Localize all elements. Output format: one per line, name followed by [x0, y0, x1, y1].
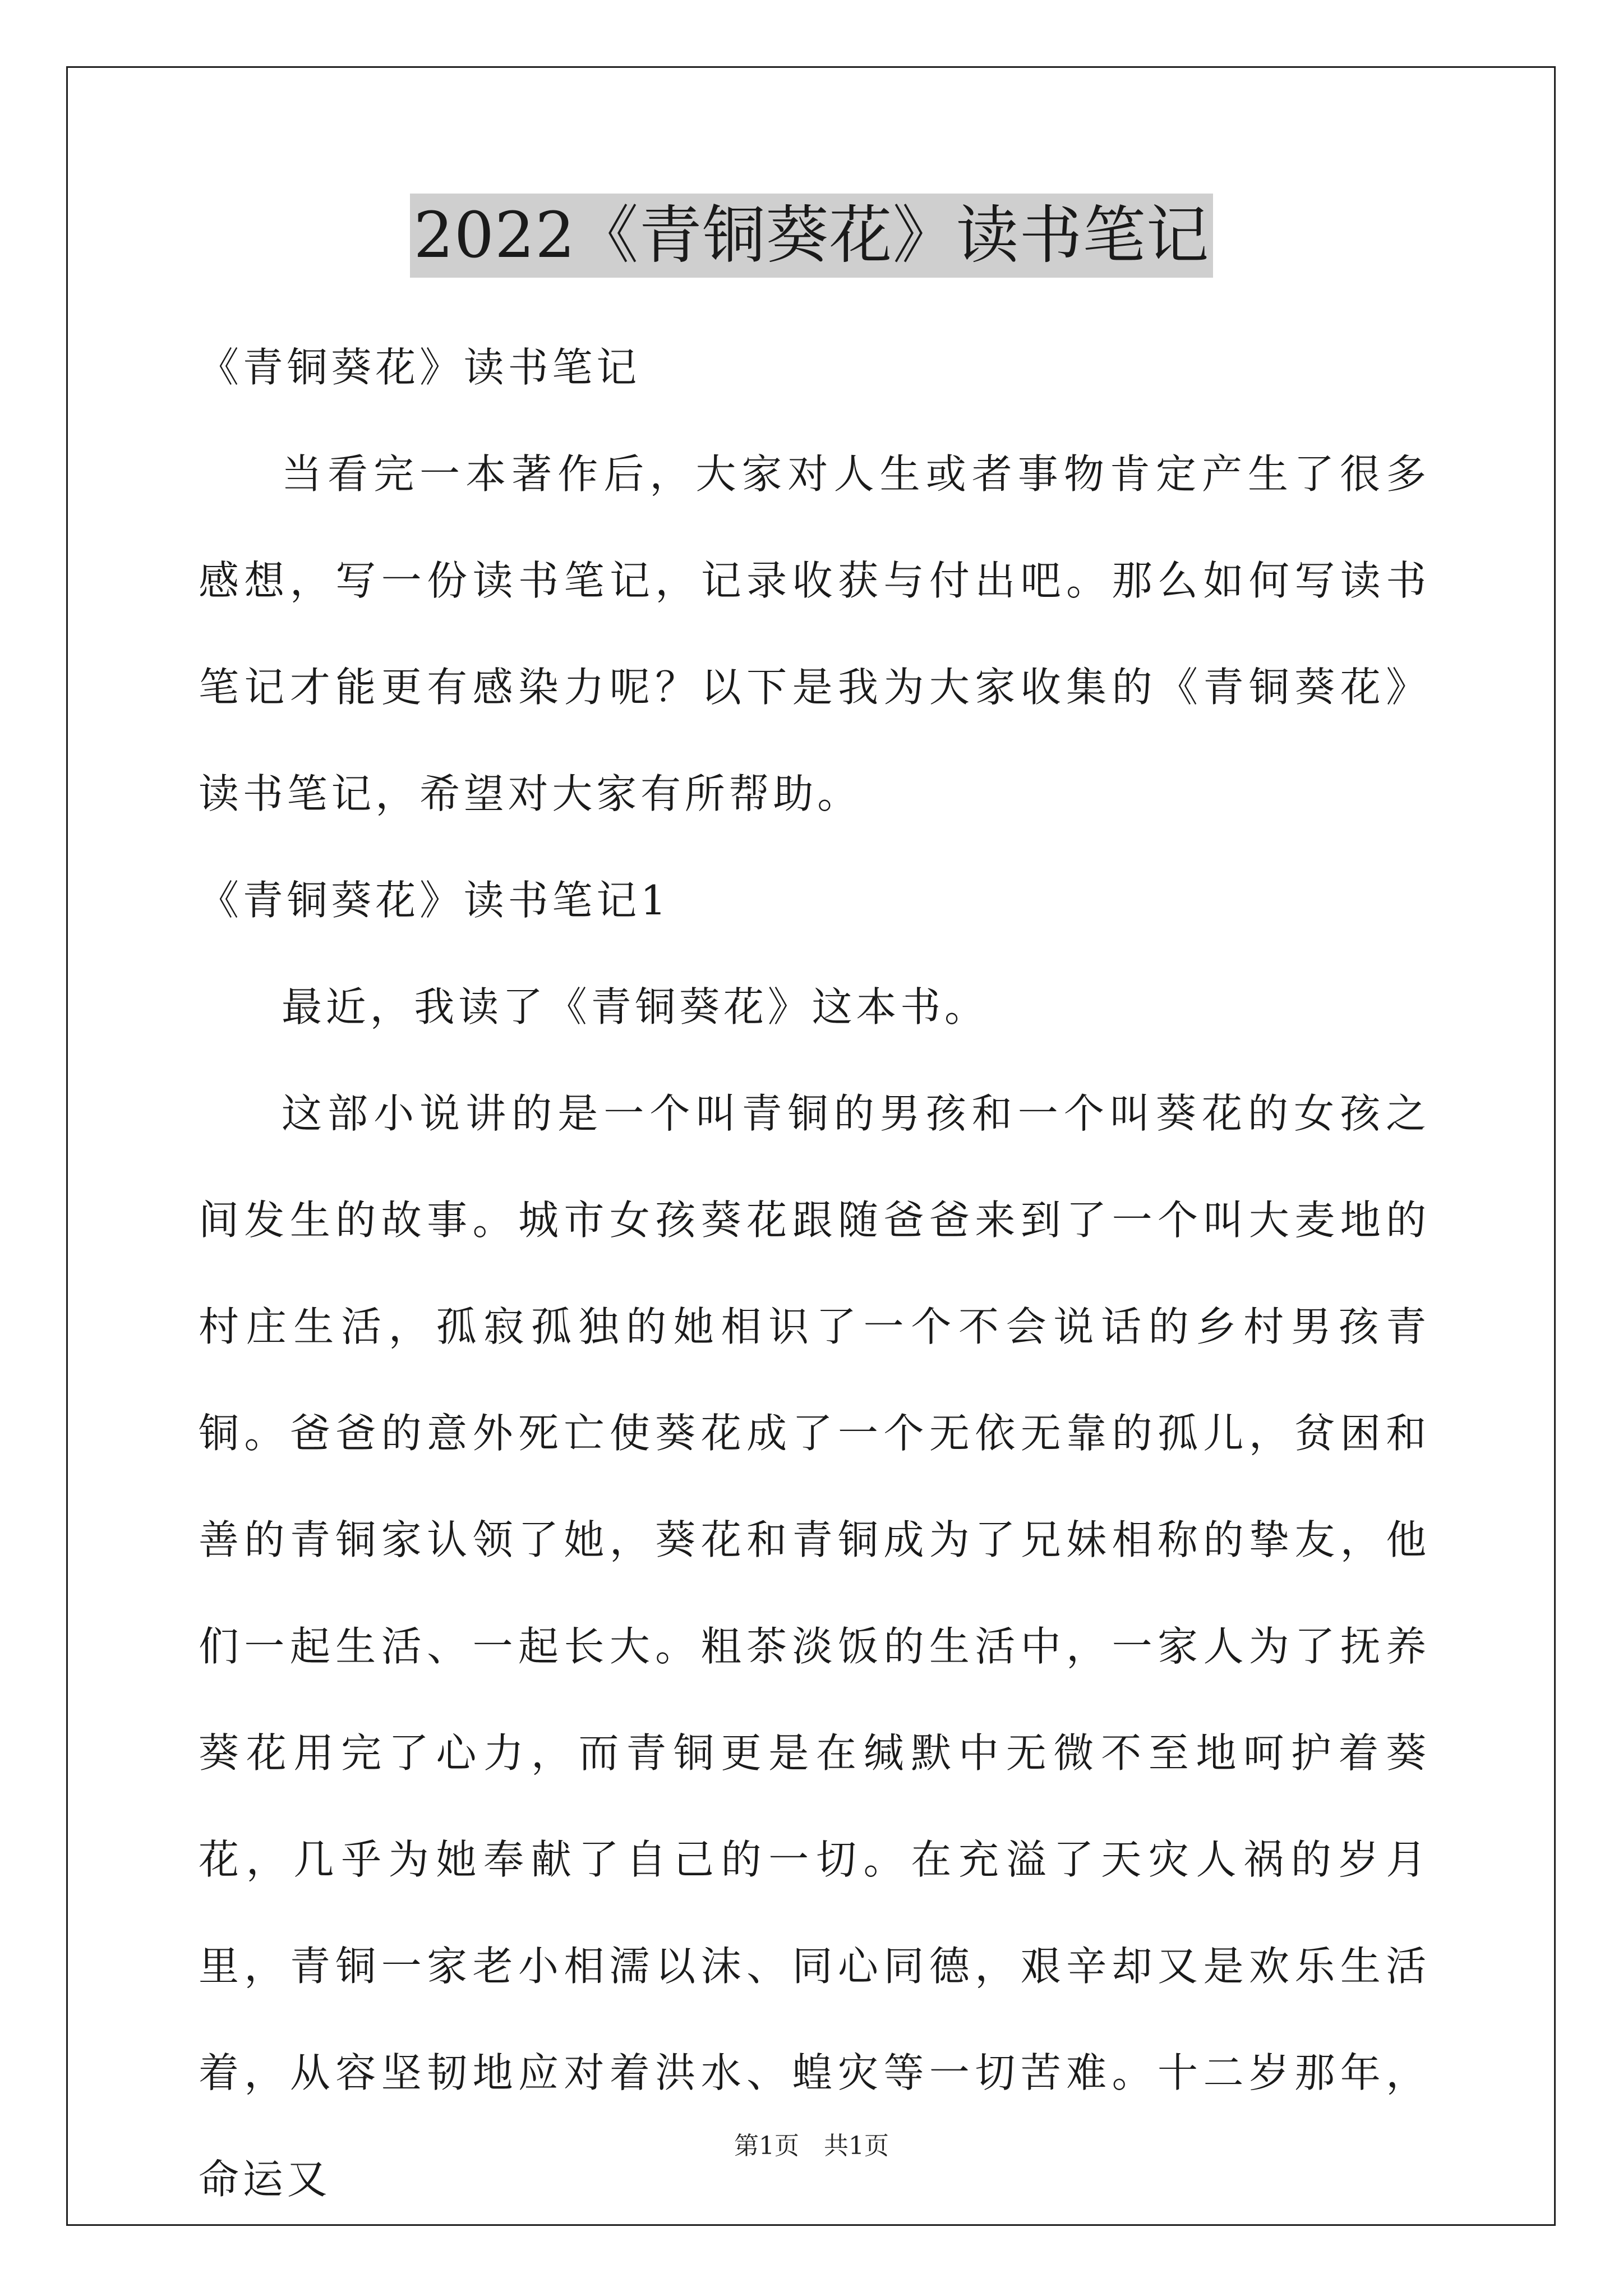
paragraph-section-heading: 《青铜葵花》读书笔记1: [199, 877, 670, 924]
paragraph-story: 这部小说讲的是一个叫青铜的男孩和一个叫葵花的女孩之间发生的故事。城市女孩葵花跟随爸爸来到了一个叫大麦地的村庄生活，孤寂孤独的她相识了一个不会说话的乡村男孩青铜。爸爸的意外死亡使葵花成了一个无依无靠的孤儿，贫困和善的青铜家认领了她，葵花和青铜成为了兄妹相称的挚友，他们一起生活、一起长大。粗茶淡饭的生活中，一家人为了抚养葵花用完了心力，而青铜更是在缄默中无微不至地呵护着葵花，几乎为她奉献了自己的一切。在充溢了天灾人祸的岁月里，青铜一家老小相濡以沫、同心同德，艰辛却又是欢乐生活着，从容坚韧地应对着洪水、蝗灾等一切苦难。十二岁那年，命运又: [199, 1090, 1430, 2203]
document-body: [199, 314, 1430, 2233]
title-wrap: [0, 194, 1623, 278]
page-total: 共1页: [824, 2132, 889, 2160]
paragraph-opening: 最近，我读了《青铜葵花》这本书。: [282, 983, 989, 1030]
page-footer: [0, 2129, 1623, 2163]
document-title: 2022《青铜葵花》读书笔记: [410, 194, 1212, 278]
page-number: 第1页: [734, 2132, 799, 2160]
paragraph-subtitle: 《青铜葵花》读书笔记: [199, 344, 641, 391]
paragraph-intro: 当看完一本著作后，大家对人生或者事物肯定产生了很多感想，写一份读书笔记，记录收获与付出吧。那么如何写读书笔记才能更有感染力呢？以下是我为大家收集的《青铜葵花》读书笔记，希望对大家有所帮助。: [199, 450, 1430, 817]
